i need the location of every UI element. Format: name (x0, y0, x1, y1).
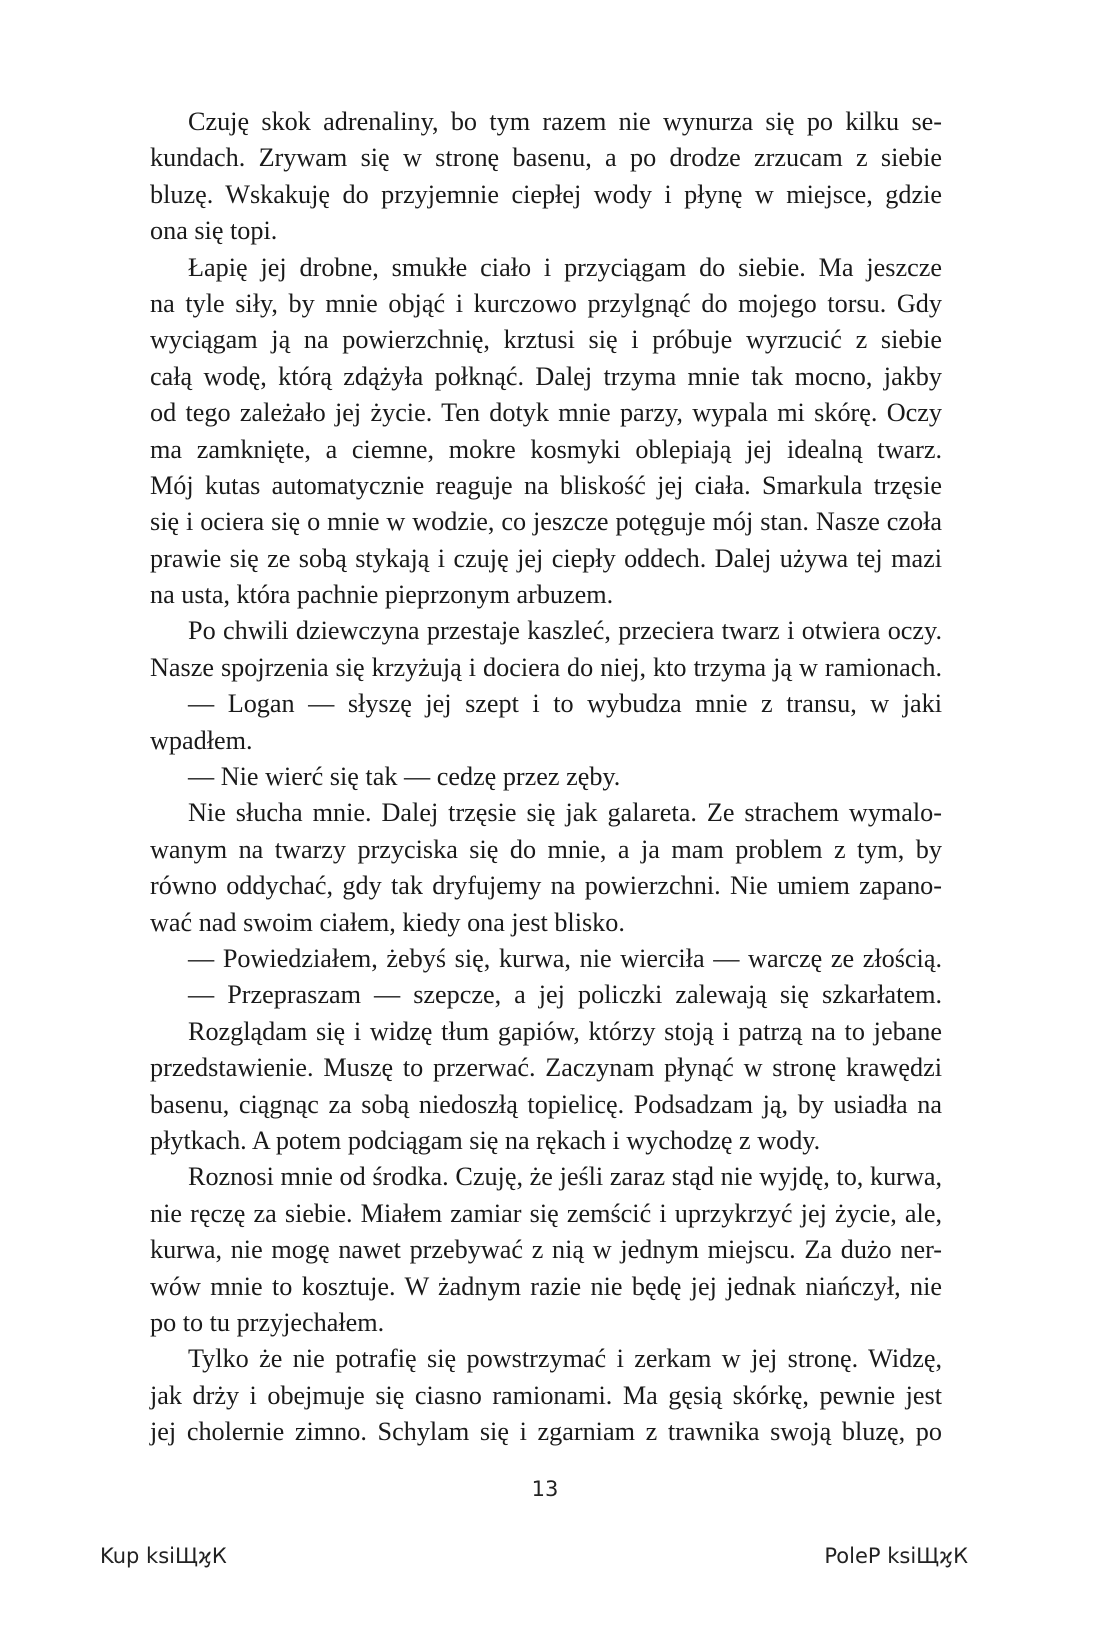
text-line: płytkach. A potem podciągam się na rękach i wychodzę z wody. (150, 1125, 821, 1155)
text-line: Po chwili dziewczyna przestaje kaszleć, przeciera twarz i otwiera oczy. (188, 616, 942, 646)
text-line: wyciągam ją na powierzchnię, krztusi się i próbuje wyrzucić z siebie (150, 325, 942, 355)
text-line: przedstawienie. Muszę to przerwać. Zaczynam płynąć w stronę krawędzi (150, 1053, 942, 1083)
text-line: — Nie wierć się tak — cedzę przez zęby. (188, 762, 621, 792)
text-line: Mój kutas automatycznie reaguje na bliskość jej ciała. Smarkula trzęsie (150, 470, 942, 500)
text-line: bluzę. Wskakuję do przyjemnie ciepłej wody i płynę w miejsce, gdzie (150, 179, 942, 209)
text-line: jak drży i obejmuje się ciasno ramionami. Ma gęsią skórkę, pewnie jest (150, 1380, 942, 1410)
text-line: kurwa, nie mogę nawet przebywać z nią w jednym miejscu. Za dużo ner- (150, 1235, 942, 1265)
text-line: po to tu przyjechałem. (150, 1307, 385, 1337)
text-line: Nasze spojrzenia się krzyżują i dociera do niej, kto trzyma ją w ramionach. (150, 652, 942, 682)
text-line: — Logan — słyszę jej szept i to wybudza mnie z transu, w jaki (188, 689, 942, 719)
text-line: — Powiedziałem, żebyś się, kurwa, nie wierciła — warczę ze złością. (188, 943, 942, 973)
text-line: wpadłem. (150, 725, 253, 755)
text-line: jej cholernie zimno. Schylam się i zgarniam z trawnika swoją bluzę, po (150, 1417, 942, 1447)
text-line: basenu, ciągnąc za sobą niedoszłą topielicę. Podsadzam ją, by usiadła na (150, 1089, 942, 1119)
text-line: ma zamknięte, a ciemne, mokre kosmyki oblepiają jej idealną twarz. (150, 434, 942, 464)
text-line: Nie słucha mnie. Dalej trzęsie się jak galareta. Ze strachem wymalo- (188, 798, 942, 828)
text-line: Czuję skok adrenaliny, bo tym razem nie wynurza się po kilku se- (188, 107, 942, 136)
text-line: ona się topi. (150, 216, 278, 246)
text-line: Roznosi mnie od środka. Czuję, że jeśli zaraz stąd nie wyjdę, to, kurwa, (188, 1162, 942, 1192)
text-line: wać nad swoim ciałem, kiedy ona jest blisko. (150, 907, 625, 937)
body-text (150, 104, 942, 1450)
text-line: na usta, która pachnie pieprzonym arbuzem. (150, 580, 614, 610)
text-line: — Przepraszam — szepcze, a jej policzki zalewają się szkarłatem. (188, 980, 942, 1010)
text-line: Tylko że nie potrafię się powstrzymać i zerkam w jej stronę. Widzę, (188, 1344, 942, 1374)
text-line: równo oddychać, gdy tak dryfujemy na powierzchni. Nie umiem zapano- (150, 871, 942, 901)
text-line: wanym na twarzy przyciska się do mnie, a ja mam problem z tym, by (150, 834, 942, 864)
page-number: 13 (531, 1477, 559, 1501)
text-line: na tyle siły, by mnie objąć i kurczowo przylgnąć do mojego torsu. Gdy (150, 288, 942, 318)
text-line: całą wodę, którą zdążyła połknąć. Dalej trzyma mnie tak mocno, jakby (150, 361, 942, 391)
footer-left-link[interactable]: Kup ksiЩϗК (100, 1544, 227, 1568)
text-line: od tego zależało jej życie. Ten dotyk mnie parzy, wypala mi skórę. Oczy (150, 398, 942, 428)
text-line: prawie się ze sobą stykają i czuję jej ciepły oddech. Dalej używa tej mazi (150, 543, 942, 573)
text-line: wów mnie to kosztuje. W żadnym razie nie będę jej jednak niańczył, nie (150, 1271, 942, 1301)
text-line: nie ręczę za siebie. Miałem zamiar się zemścić i uprzykrzyć jej życie, ale, (150, 1198, 942, 1228)
text-line: kundach. Zrywam się w stronę basenu, a po drodze zrzucam z siebie (150, 143, 942, 173)
text-line: się i ociera się o mnie w wodzie, co jeszcze potęguje mój stan. Nasze czoła (150, 507, 942, 537)
text-line: Rozglądam się i widzę tłum gapiów, którzy stoją i patrzą na to jebane (188, 1016, 942, 1046)
footer-right-link[interactable]: PoleP ksiЩϗК (824, 1544, 968, 1568)
text-line: Łapię jej drobne, smukłe ciało i przyciągam do siebie. Ma jeszcze (188, 252, 942, 282)
